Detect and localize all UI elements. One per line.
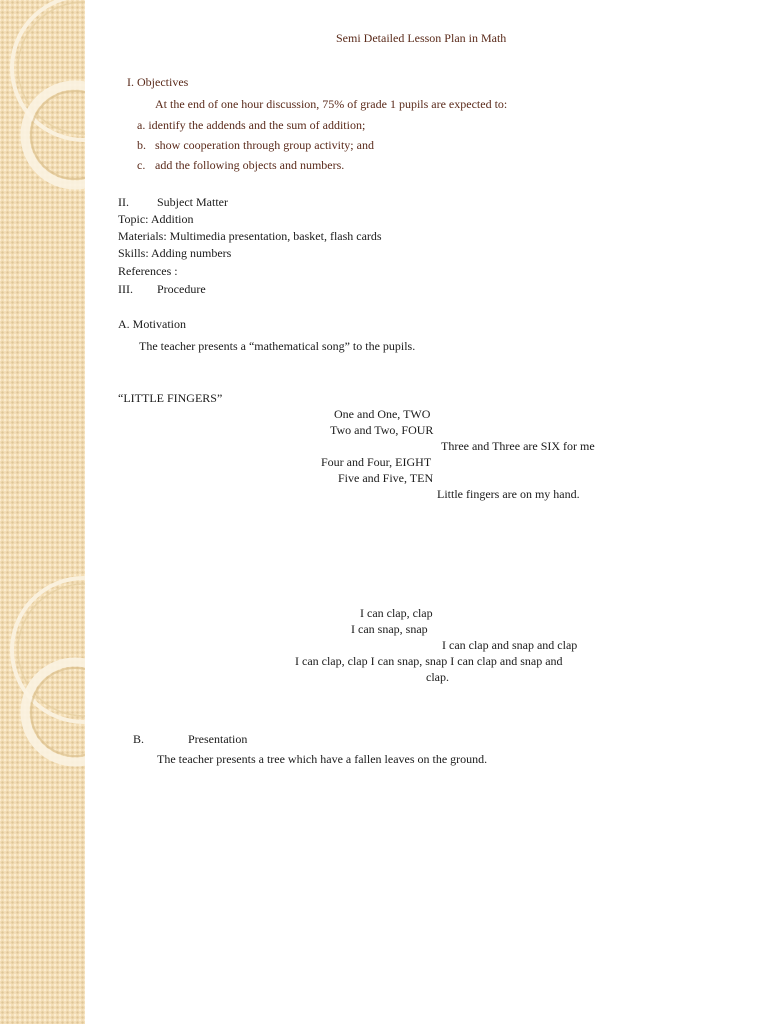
materials-line: Materials: Multimedia presentation, basket, flash cards bbox=[118, 229, 382, 243]
procedure-heading: Procedure bbox=[157, 282, 206, 296]
motivation-heading: A. Motivation bbox=[118, 317, 186, 331]
objective-item-b bbox=[137, 138, 374, 152]
motivation-text: The teacher presents a “mathematical song” to the pupils. bbox=[139, 339, 416, 353]
subject-matter-heading: Subject Matter bbox=[157, 195, 228, 209]
objectives-heading: I. Objectives bbox=[127, 75, 189, 89]
procedure-numeral: III. bbox=[118, 282, 133, 296]
objective-marker: a. bbox=[137, 118, 146, 132]
objectives-intro: At the end of one hour discussion, 75% of grade 1 pupils are expected to: bbox=[155, 97, 508, 111]
song-title: “LITTLE FINGERS” bbox=[118, 391, 223, 405]
objective-item-c bbox=[137, 158, 344, 172]
objective-item-a bbox=[137, 118, 365, 132]
clap-line-1: I can clap, clap bbox=[360, 606, 433, 620]
topic-line: Topic: Addition bbox=[118, 212, 194, 226]
clap-line-4: I can clap, clap I can snap, snap I can clap and snap and bbox=[295, 654, 563, 668]
song-line-6: Little fingers are on my hand. bbox=[437, 487, 580, 501]
objective-text: add the following objects and numbers. bbox=[155, 158, 345, 172]
objective-text: identify the addends and the sum of addition; bbox=[148, 118, 366, 132]
subject-matter-numeral: II. bbox=[118, 195, 129, 209]
objective-marker: c. bbox=[137, 158, 146, 172]
song-line-5: Five and Five, TEN bbox=[338, 471, 434, 485]
objective-marker: b. bbox=[137, 138, 146, 152]
song-line-3: Three and Three are SIX for me bbox=[441, 439, 595, 453]
song-line-4: Four and Four, EIGHT bbox=[321, 455, 432, 469]
objective-text: show cooperation through group activity; and bbox=[155, 138, 374, 152]
page-title: Semi Detailed Lesson Plan in Math bbox=[336, 31, 507, 45]
clap-line-3: I can clap and snap and clap bbox=[442, 638, 578, 652]
decorative-sidebar bbox=[0, 0, 85, 1024]
clap-line-2: I can snap, snap bbox=[351, 622, 428, 636]
skills-line: Skills: Adding numbers bbox=[118, 246, 232, 260]
decorative-rings bbox=[0, 0, 85, 1024]
presentation-text: The teacher presents a tree which have a fallen leaves on the ground. bbox=[157, 752, 488, 766]
references-line: References : bbox=[118, 264, 178, 278]
clap-line-5: clap. bbox=[426, 670, 449, 684]
song-line-1: One and One, TWO bbox=[334, 407, 431, 421]
presentation-marker: B. bbox=[133, 732, 145, 746]
presentation-heading: Presentation bbox=[188, 732, 248, 746]
song-line-2: Two and Two, FOUR bbox=[330, 423, 434, 437]
